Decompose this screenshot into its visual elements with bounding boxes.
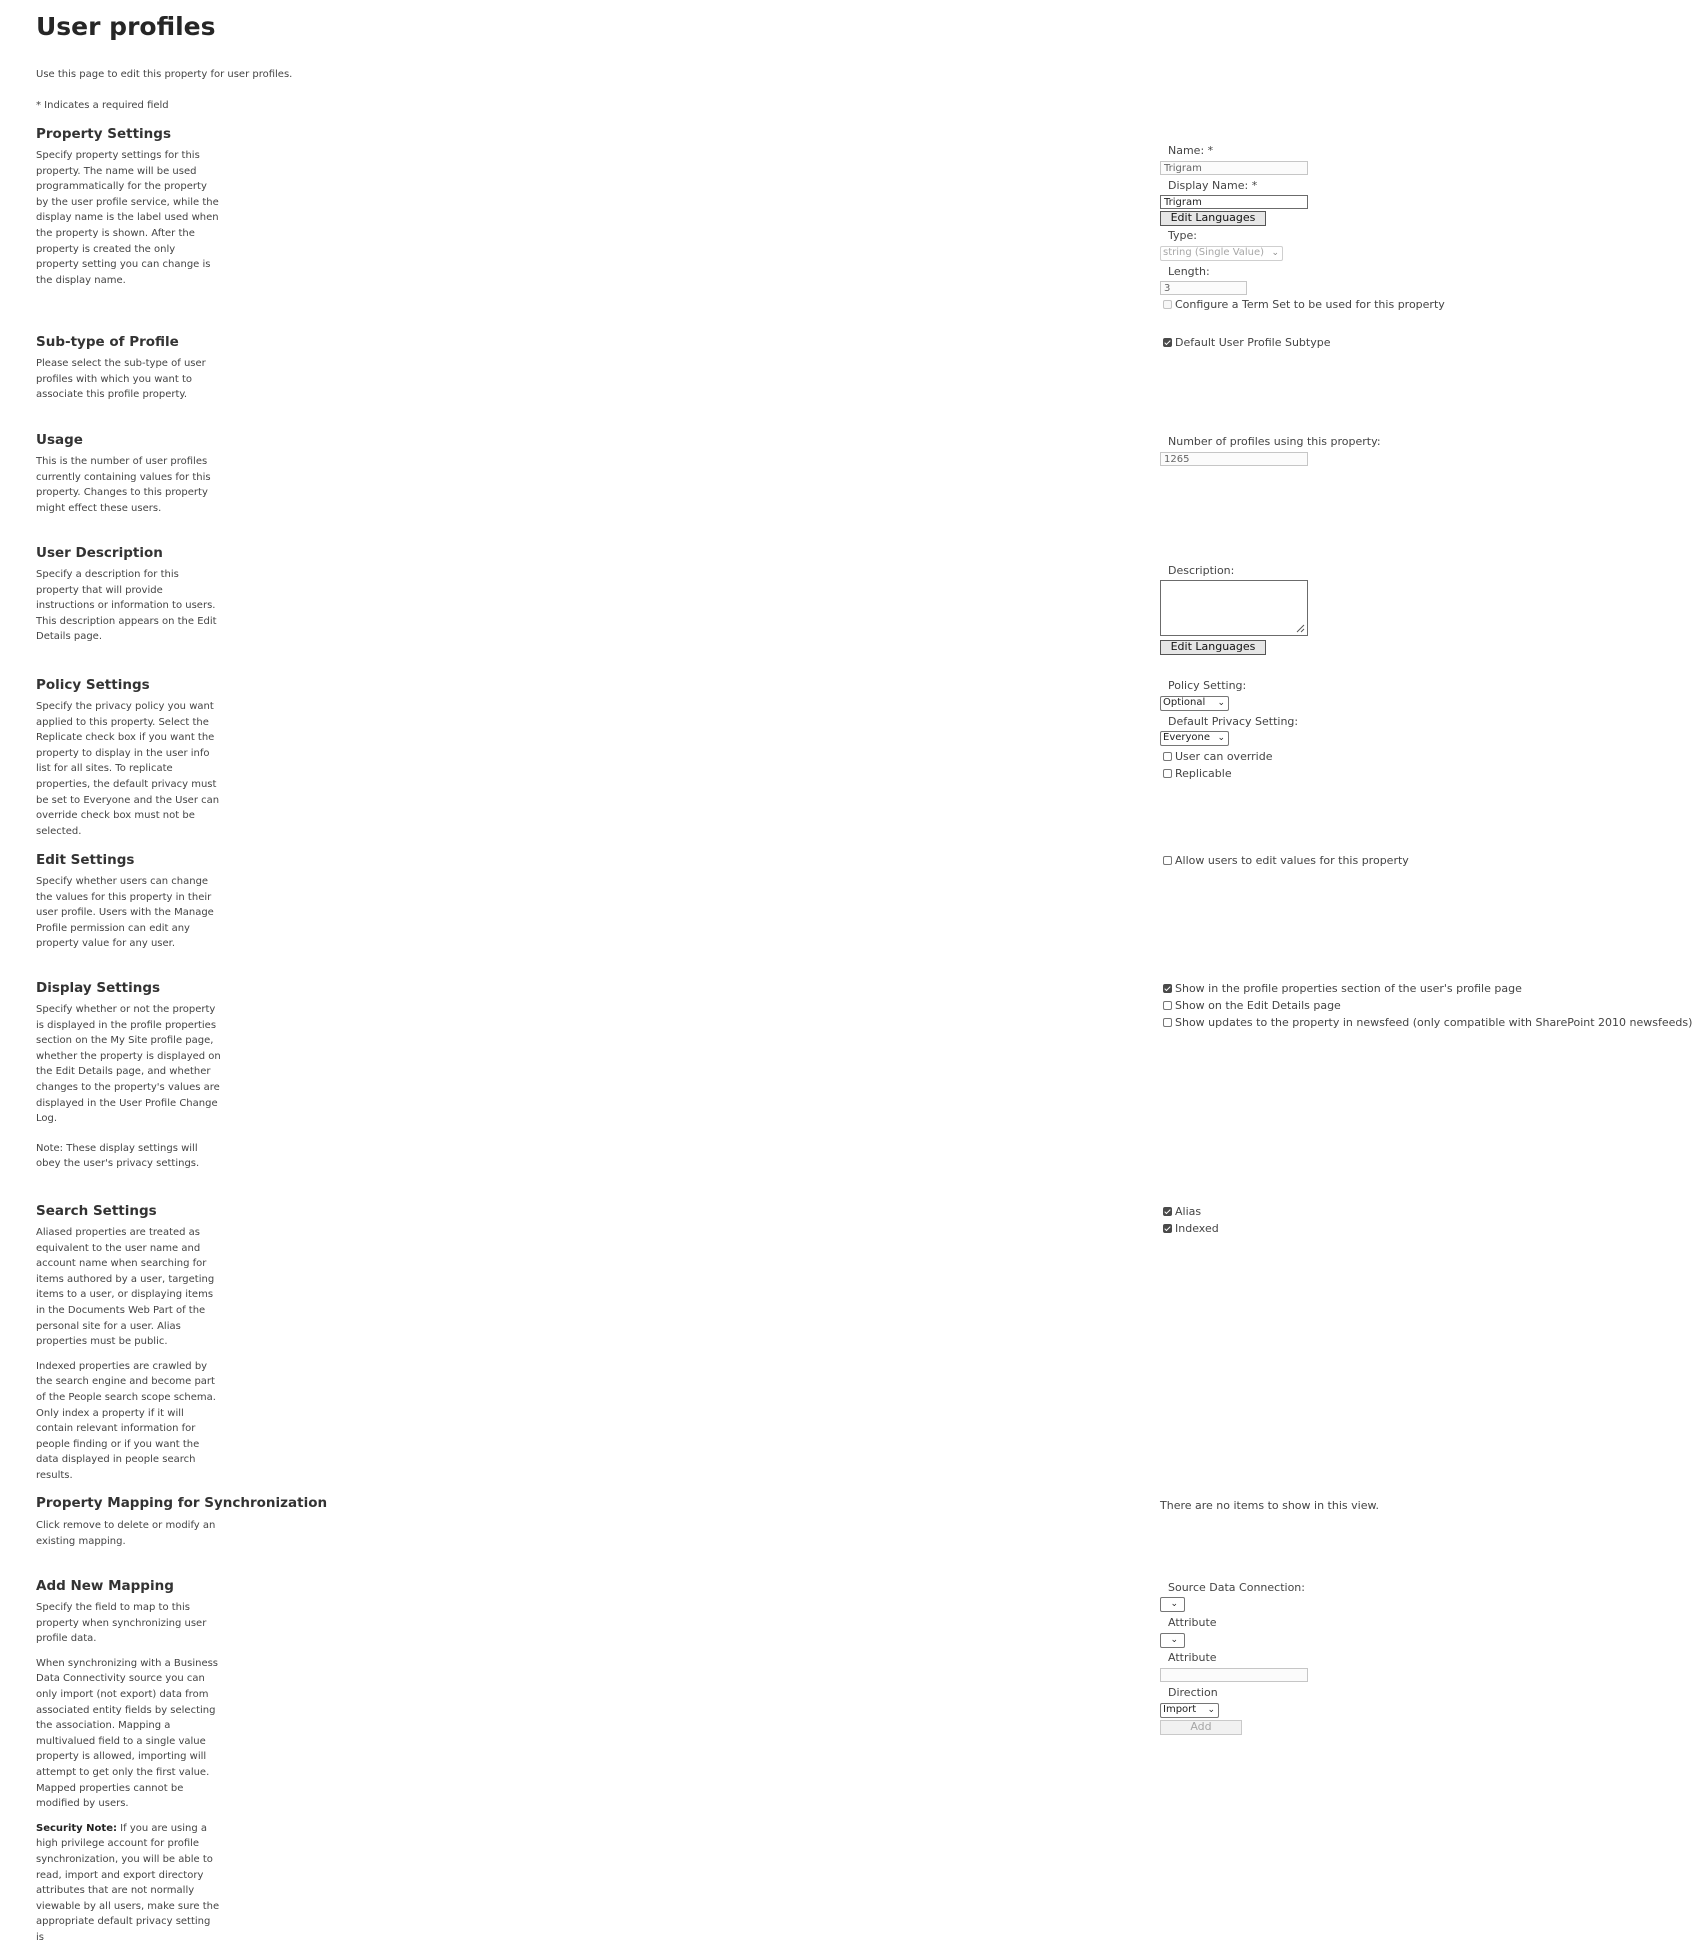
security-note	[36, 1821, 221, 1946]
chevron-down-icon: ⌄	[1170, 1635, 1178, 1645]
section-desc-usage	[36, 454, 221, 525]
description-label: Description:	[1168, 564, 1235, 577]
section-desc-add-mapping	[36, 1600, 221, 1954]
policy-setting-select[interactable]	[1160, 696, 1229, 711]
security-note-text: If you are using a high privilege account for profile synchronization, you will be able to read, import and export directory attributes that are not normally viewable by all users, make sure the appropriate default privacy setting is	[36, 1822, 220, 1943]
section-desc-mapping	[36, 1518, 221, 1558]
direction-value: Import	[1163, 1704, 1197, 1715]
alias-checkbox[interactable]	[1163, 1207, 1172, 1216]
name-field[interactable]: Trigram	[1160, 161, 1308, 175]
name-label: Name: *	[1168, 144, 1214, 157]
description-textarea[interactable]	[1160, 580, 1308, 636]
section-desc-text: Specify property settings for this property. The name will be used programmatically for the property by the user profile service, while the display name is the label used when the property is shown. After the property is created the only property setting you can change is the display name.	[36, 150, 219, 286]
replicable-row[interactable]	[1163, 767, 1232, 781]
show-edit-row[interactable]	[1163, 999, 1341, 1013]
show-newsfeed-label: Show updates to the property in newsfeed (only compatible with SharePoint 2010 newsfeeds)	[1175, 1016, 1693, 1029]
alias-row[interactable]	[1163, 1205, 1201, 1219]
source-connection-label: Source Data Connection:	[1168, 1581, 1305, 1594]
attribute-text-field[interactable]	[1160, 1668, 1308, 1682]
term-set-checkbox[interactable]	[1163, 300, 1172, 309]
default-privacy-value: Everyone	[1163, 732, 1211, 743]
section-desc-policy	[36, 699, 221, 848]
section-desc-text: Please select the sub-type of user profiles with which you want to associate this profile property.	[36, 358, 206, 401]
section-desc-property-settings	[36, 148, 221, 297]
direction-select[interactable]	[1160, 1703, 1219, 1718]
user-override-checkbox[interactable]	[1163, 752, 1172, 761]
section-title-search-settings: Search Settings	[36, 1203, 157, 1219]
chevron-down-icon: ⌄	[1207, 1705, 1215, 1715]
add-mapping-button[interactable]: Add	[1160, 1720, 1242, 1735]
term-set-label: Configure a Term Set to be used for this property	[1175, 298, 1445, 311]
section-desc-text: Indexed properties are crawled by the search engine and become part of the People search scope schema. Only index a property if it will contain relevant information for people finding or if you want the data displayed in people search results.	[36, 1360, 216, 1481]
replicable-checkbox[interactable]	[1163, 769, 1172, 778]
show-profile-label: Show in the profile properties section of the user's profile page	[1175, 982, 1522, 995]
show-newsfeed-checkbox[interactable]	[1163, 1018, 1172, 1027]
resize-grip-icon[interactable]	[1296, 624, 1305, 633]
attribute-text-label: Attribute	[1168, 1651, 1217, 1664]
profile-count-label: Number of profiles using this property:	[1168, 435, 1381, 448]
show-edit-checkbox[interactable]	[1163, 1001, 1172, 1010]
term-set-row[interactable]	[1163, 298, 1445, 312]
indexed-row[interactable]	[1163, 1222, 1219, 1236]
section-title-property-settings: Property Settings	[36, 126, 171, 142]
allow-edit-checkbox[interactable]	[1163, 856, 1172, 865]
page-intro: Use this page to edit this property for user profiles.	[36, 69, 293, 80]
security-note-label: Security Note:	[36, 1822, 117, 1834]
section-desc-user-description	[36, 567, 221, 654]
section-title-user-description: User Description	[36, 545, 163, 561]
default-privacy-select[interactable]	[1160, 731, 1229, 746]
chevron-down-icon: ⌄	[1271, 248, 1279, 258]
section-title-edit-settings: Edit Settings	[36, 852, 135, 868]
indexed-checkbox[interactable]	[1163, 1224, 1172, 1233]
type-select[interactable]	[1160, 246, 1283, 261]
required-note: * Indicates a required field	[36, 100, 169, 111]
display-name-label: Display Name: *	[1168, 179, 1258, 192]
chevron-down-icon: ⌄	[1170, 1599, 1178, 1609]
section-title-display-settings: Display Settings	[36, 980, 161, 996]
policy-setting-label: Policy Setting:	[1168, 679, 1247, 692]
section-desc-text: Specify whether or not the property is displayed in the profile properties section on the My Site profile page, whether the property is displayed on the Edit Details page, and whether changes to the property's values are displayed in the User Profile Change Log.	[36, 1004, 221, 1125]
page-title: User profiles	[36, 12, 216, 41]
show-edit-label: Show on the Edit Details page	[1175, 999, 1341, 1012]
profile-count-field[interactable]: 1265	[1160, 452, 1308, 466]
section-desc-edit-settings	[36, 874, 221, 961]
display-settings-note: Note: These display settings will obey the user's privacy settings.	[36, 1142, 200, 1170]
section-desc-text: Aliased properties are treated as equivalent to the user name and account name when searching for items authored by a user, targeting items to a user, or displaying items in the Documents Web Part of the personal site for a user. Alias properties must be public.	[36, 1227, 215, 1348]
chevron-down-icon: ⌄	[1217, 698, 1225, 708]
type-select-value: string (Single Value)	[1163, 247, 1265, 258]
description-edit-languages-button[interactable]: Edit Languages	[1160, 640, 1266, 655]
default-subtype-label: Default User Profile Subtype	[1175, 336, 1331, 349]
show-profile-checkbox[interactable]	[1163, 984, 1172, 993]
section-desc-text: When synchronizing with a Business Data Connectivity source you can only import (not export) data from associated entity fields by selecting the association. Mapping a multivalued field to a single value property is allowed, importing will attempt to get only the first value. Mapped properties cannot be modified by users.	[36, 1657, 219, 1810]
section-desc-display-settings	[36, 1002, 221, 1181]
source-connection-select[interactable]	[1160, 1597, 1185, 1612]
section-title-add-mapping: Add New Mapping	[36, 1578, 174, 1594]
attribute-select-label: Attribute	[1168, 1616, 1217, 1629]
section-title-mapping: Property Mapping for Synchronization	[36, 1495, 328, 1511]
section-title-subtype: Sub-type of Profile	[36, 334, 179, 350]
attribute-select[interactable]	[1160, 1633, 1185, 1648]
default-subtype-checkbox[interactable]	[1163, 338, 1172, 347]
section-desc-text: Specify whether users can change the values for this property in their user profile. Users with the Manage Profile permission can edit any property value for any user.	[36, 876, 214, 950]
section-desc-search-settings	[36, 1225, 221, 1493]
allow-edit-row[interactable]	[1163, 854, 1409, 868]
mapping-empty-message: There are no items to show in this view.	[1160, 1499, 1379, 1512]
length-label: Length:	[1168, 265, 1210, 278]
display-name-field[interactable]: Trigram	[1160, 195, 1308, 209]
direction-label: Direction	[1168, 1686, 1218, 1699]
section-title-policy: Policy Settings	[36, 677, 150, 693]
section-desc-text: This is the number of user profiles currently containing values for this property. Changes to this property might effect these users.	[36, 456, 211, 514]
section-desc-text: Click remove to delete or modify an existing mapping.	[36, 1520, 216, 1547]
edit-languages-button[interactable]: Edit Languages	[1160, 211, 1266, 226]
section-desc-text: Specify the privacy policy you want applied to this property. Select the Replicate check box if you want the property to display in the user info list for all sites. To replicate properties, the default privacy must be set to Everyone and the User can override check box must not be selected.	[36, 701, 220, 837]
allow-edit-label: Allow users to edit values for this property	[1175, 854, 1409, 867]
default-subtype-row[interactable]	[1163, 336, 1330, 350]
user-override-label: User can override	[1175, 750, 1273, 763]
alias-label: Alias	[1175, 1205, 1202, 1218]
policy-setting-value: Optional	[1163, 697, 1206, 708]
user-override-row[interactable]	[1163, 750, 1273, 764]
length-field[interactable]: 3	[1160, 281, 1247, 295]
section-desc-text: Specify the field to map to this property when synchronizing user profile data.	[36, 1602, 207, 1645]
chevron-down-icon: ⌄	[1217, 733, 1225, 743]
section-title-usage: Usage	[36, 432, 83, 448]
show-newsfeed-row[interactable]	[1163, 1016, 1692, 1030]
indexed-label: Indexed	[1175, 1222, 1219, 1235]
replicable-label: Replicable	[1175, 767, 1232, 780]
section-desc-text: Specify a description for this property that will provide instructions or information to users. This description appears on the Edit Details page.	[36, 569, 217, 643]
type-label: Type:	[1168, 229, 1197, 242]
section-desc-subtype	[36, 356, 221, 412]
show-profile-row[interactable]	[1163, 982, 1522, 996]
default-privacy-label: Default Privacy Setting:	[1168, 715, 1299, 728]
